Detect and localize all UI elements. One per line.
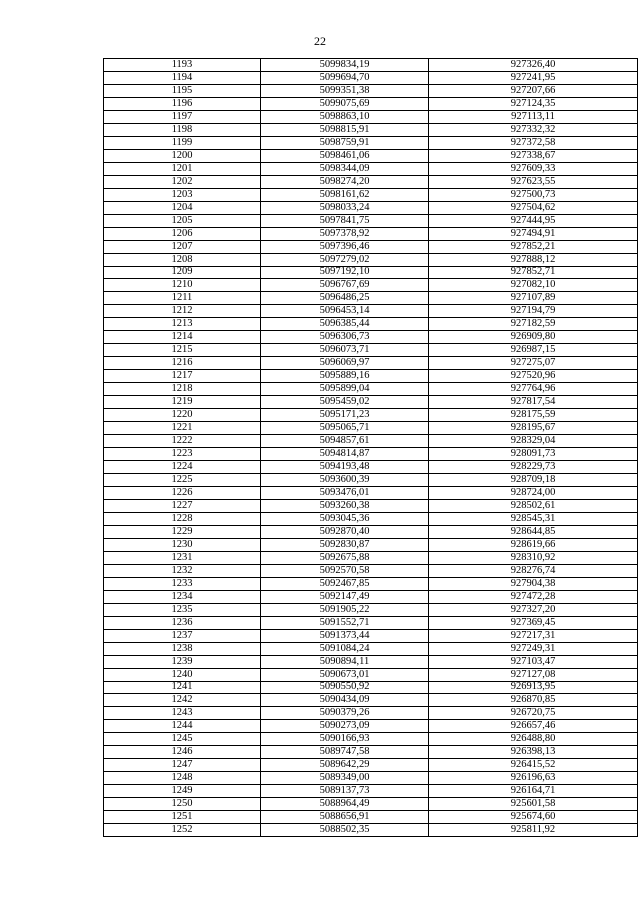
- table-row: [104, 149, 638, 162]
- y-coordinate-cell: 928195,67: [429, 422, 638, 435]
- x-coordinate-cell: 5093260,38: [261, 499, 429, 512]
- table-row: [104, 227, 638, 240]
- point-number-cell: 1247: [104, 759, 261, 772]
- x-coordinate-cell: 5096385,44: [261, 318, 429, 331]
- table-row: [104, 564, 638, 577]
- x-coordinate-cell: 5097378,92: [261, 227, 429, 240]
- table-row: [104, 590, 638, 603]
- y-coordinate-cell: 926398,13: [429, 746, 638, 759]
- point-number-cell: 1203: [104, 188, 261, 201]
- point-number-cell: 1231: [104, 551, 261, 564]
- x-coordinate-cell: 5092467,85: [261, 577, 429, 590]
- point-number-cell: 1224: [104, 461, 261, 474]
- x-coordinate-cell: 5098461,06: [261, 149, 429, 162]
- table-row: [104, 279, 638, 292]
- table-row: [104, 435, 638, 448]
- point-number-cell: 1196: [104, 97, 261, 110]
- point-number-cell: 1209: [104, 266, 261, 279]
- point-number-cell: 1207: [104, 240, 261, 253]
- x-coordinate-cell: 5091084,24: [261, 642, 429, 655]
- y-coordinate-cell: 927124,35: [429, 97, 638, 110]
- y-coordinate-cell: 927103,47: [429, 655, 638, 668]
- table-row: [104, 175, 638, 188]
- table-row: [104, 642, 638, 655]
- point-number-cell: 1232: [104, 564, 261, 577]
- y-coordinate-cell: 927623,55: [429, 175, 638, 188]
- x-coordinate-cell: 5088656,91: [261, 811, 429, 824]
- point-number-cell: 1245: [104, 733, 261, 746]
- y-coordinate-cell: 926870,85: [429, 694, 638, 707]
- y-coordinate-cell: 927275,07: [429, 357, 638, 370]
- table-row: [104, 383, 638, 396]
- table-row: [104, 318, 638, 331]
- y-coordinate-cell: 927338,67: [429, 149, 638, 162]
- x-coordinate-cell: 5098759,91: [261, 136, 429, 149]
- table-row: [104, 746, 638, 759]
- table-row: [104, 798, 638, 811]
- point-number-cell: 1205: [104, 214, 261, 227]
- y-coordinate-cell: 927082,10: [429, 279, 638, 292]
- y-coordinate-cell: 927494,91: [429, 227, 638, 240]
- y-coordinate-cell: 928709,18: [429, 474, 638, 487]
- x-coordinate-cell: 5099834,19: [261, 59, 429, 72]
- x-coordinate-cell: 5089349,00: [261, 772, 429, 785]
- table-body: [104, 59, 638, 837]
- point-number-cell: 1213: [104, 318, 261, 331]
- y-coordinate-cell: 927504,62: [429, 201, 638, 214]
- point-number-cell: 1202: [104, 175, 261, 188]
- x-coordinate-cell: 5089747,58: [261, 746, 429, 759]
- x-coordinate-cell: 5094857,61: [261, 435, 429, 448]
- point-number-cell: 1251: [104, 811, 261, 824]
- x-coordinate-cell: 5090379,26: [261, 707, 429, 720]
- y-coordinate-cell: 928175,59: [429, 409, 638, 422]
- table-row: [104, 123, 638, 136]
- table-row: [104, 733, 638, 746]
- table-row: [104, 214, 638, 227]
- table-row: [104, 499, 638, 512]
- table-row: [104, 136, 638, 149]
- point-number-cell: 1252: [104, 824, 261, 837]
- table-row: [104, 538, 638, 551]
- y-coordinate-cell: 927764,96: [429, 383, 638, 396]
- table-row: [104, 577, 638, 590]
- point-number-cell: 1243: [104, 707, 261, 720]
- point-number-cell: 1220: [104, 409, 261, 422]
- table-row: [104, 474, 638, 487]
- point-number-cell: 1212: [104, 305, 261, 318]
- point-number-cell: 1219: [104, 396, 261, 409]
- y-coordinate-cell: 926720,75: [429, 707, 638, 720]
- point-number-cell: 1223: [104, 448, 261, 461]
- x-coordinate-cell: 5091373,44: [261, 629, 429, 642]
- x-coordinate-cell: 5092570,58: [261, 564, 429, 577]
- y-coordinate-cell: 926196,63: [429, 772, 638, 785]
- table-row: [104, 344, 638, 357]
- x-coordinate-cell: 5099351,38: [261, 84, 429, 97]
- x-coordinate-cell: 5091905,22: [261, 603, 429, 616]
- y-coordinate-cell: 927888,12: [429, 253, 638, 266]
- point-number-cell: 1246: [104, 746, 261, 759]
- table-row: [104, 357, 638, 370]
- y-coordinate-cell: 927472,28: [429, 590, 638, 603]
- y-coordinate-cell: 926488,80: [429, 733, 638, 746]
- point-number-cell: 1217: [104, 370, 261, 383]
- point-number-cell: 1208: [104, 253, 261, 266]
- table-row: [104, 331, 638, 344]
- table-row: [104, 71, 638, 84]
- y-coordinate-cell: 927852,21: [429, 240, 638, 253]
- point-number-cell: 1210: [104, 279, 261, 292]
- point-number-cell: 1230: [104, 538, 261, 551]
- point-number-cell: 1197: [104, 110, 261, 123]
- x-coordinate-cell: 5098274,20: [261, 175, 429, 188]
- point-number-cell: 1215: [104, 344, 261, 357]
- x-coordinate-cell: 5092675,88: [261, 551, 429, 564]
- y-coordinate-cell: 927107,89: [429, 292, 638, 305]
- y-coordinate-cell: 927369,45: [429, 616, 638, 629]
- x-coordinate-cell: 5098033,24: [261, 201, 429, 214]
- point-number-cell: 1195: [104, 84, 261, 97]
- point-number-cell: 1211: [104, 292, 261, 305]
- table-row: [104, 551, 638, 564]
- y-coordinate-cell: 927217,31: [429, 629, 638, 642]
- y-coordinate-cell: 928545,31: [429, 512, 638, 525]
- point-number-cell: 1234: [104, 590, 261, 603]
- table-row: [104, 759, 638, 772]
- y-coordinate-cell: 927113,11: [429, 110, 638, 123]
- y-coordinate-cell: 927500,73: [429, 188, 638, 201]
- table-row: [104, 629, 638, 642]
- x-coordinate-cell: 5096306,73: [261, 331, 429, 344]
- table-row: [104, 668, 638, 681]
- point-number-cell: 1201: [104, 162, 261, 175]
- y-coordinate-cell: 927207,66: [429, 84, 638, 97]
- table-row: [104, 461, 638, 474]
- point-number-cell: 1198: [104, 123, 261, 136]
- point-number-cell: 1216: [104, 357, 261, 370]
- point-number-cell: 1241: [104, 681, 261, 694]
- x-coordinate-cell: 5097279,02: [261, 253, 429, 266]
- point-number-cell: 1237: [104, 629, 261, 642]
- x-coordinate-cell: 5093476,01: [261, 486, 429, 499]
- table-row: [104, 97, 638, 110]
- point-number-cell: 1214: [104, 331, 261, 344]
- y-coordinate-cell: 928310,92: [429, 551, 638, 564]
- x-coordinate-cell: 5099694,70: [261, 71, 429, 84]
- y-coordinate-cell: 927372,58: [429, 136, 638, 149]
- y-coordinate-cell: 926909,80: [429, 331, 638, 344]
- y-coordinate-cell: 927182,59: [429, 318, 638, 331]
- point-number-cell: 1233: [104, 577, 261, 590]
- table-row: [104, 84, 638, 97]
- x-coordinate-cell: 5090166,93: [261, 733, 429, 746]
- table-row: [104, 681, 638, 694]
- x-coordinate-cell: 5097396,46: [261, 240, 429, 253]
- point-number-cell: 1221: [104, 422, 261, 435]
- table-row: [104, 305, 638, 318]
- table-row: [104, 720, 638, 733]
- table-row: [104, 162, 638, 175]
- table-row: [104, 603, 638, 616]
- table-row: [104, 188, 638, 201]
- x-coordinate-cell: 5095899,04: [261, 383, 429, 396]
- y-coordinate-cell: 927194,79: [429, 305, 638, 318]
- x-coordinate-cell: 5098815,91: [261, 123, 429, 136]
- x-coordinate-cell: 5096073,71: [261, 344, 429, 357]
- y-coordinate-cell: 928724,00: [429, 486, 638, 499]
- x-coordinate-cell: 5096069,97: [261, 357, 429, 370]
- x-coordinate-cell: 5093045,36: [261, 512, 429, 525]
- point-number-cell: 1222: [104, 435, 261, 448]
- y-coordinate-cell: 928502,61: [429, 499, 638, 512]
- table-row: [104, 785, 638, 798]
- y-coordinate-cell: 927817,54: [429, 396, 638, 409]
- y-coordinate-cell: 925811,92: [429, 824, 638, 837]
- point-number-cell: 1225: [104, 474, 261, 487]
- table-row: [104, 396, 638, 409]
- y-coordinate-cell: 928619,66: [429, 538, 638, 551]
- y-coordinate-cell: 928329,04: [429, 435, 638, 448]
- point-number-cell: 1228: [104, 512, 261, 525]
- point-number-cell: 1240: [104, 668, 261, 681]
- x-coordinate-cell: 5093600,39: [261, 474, 429, 487]
- x-coordinate-cell: 5095065,71: [261, 422, 429, 435]
- x-coordinate-cell: 5092870,40: [261, 525, 429, 538]
- table-row: [104, 370, 638, 383]
- table-row: [104, 292, 638, 305]
- table-row: [104, 59, 638, 72]
- y-coordinate-cell: 928644,85: [429, 525, 638, 538]
- point-number-cell: 1242: [104, 694, 261, 707]
- y-coordinate-cell: 927904,38: [429, 577, 638, 590]
- y-coordinate-cell: 927326,40: [429, 59, 638, 72]
- table-row: [104, 616, 638, 629]
- x-coordinate-cell: 5089137,73: [261, 785, 429, 798]
- x-coordinate-cell: 5092830,87: [261, 538, 429, 551]
- x-coordinate-cell: 5090273,09: [261, 720, 429, 733]
- point-number-cell: 1206: [104, 227, 261, 240]
- point-number-cell: 1226: [104, 486, 261, 499]
- y-coordinate-cell: 926164,71: [429, 785, 638, 798]
- point-number-cell: 1235: [104, 603, 261, 616]
- point-number-cell: 1204: [104, 201, 261, 214]
- y-coordinate-cell: 927332,32: [429, 123, 638, 136]
- table-row: [104, 811, 638, 824]
- table-row: [104, 694, 638, 707]
- point-number-cell: 1238: [104, 642, 261, 655]
- x-coordinate-cell: 5095171,23: [261, 409, 429, 422]
- x-coordinate-cell: 5089642,29: [261, 759, 429, 772]
- y-coordinate-cell: 927127,08: [429, 668, 638, 681]
- y-coordinate-cell: 927609,33: [429, 162, 638, 175]
- x-coordinate-cell: 5096486,25: [261, 292, 429, 305]
- point-number-cell: 1239: [104, 655, 261, 668]
- point-number-cell: 1229: [104, 525, 261, 538]
- table-row: [104, 201, 638, 214]
- table-row: [104, 655, 638, 668]
- x-coordinate-cell: 5092147,49: [261, 590, 429, 603]
- point-number-cell: 1250: [104, 798, 261, 811]
- table-row: [104, 266, 638, 279]
- y-coordinate-cell: 927241,95: [429, 71, 638, 84]
- x-coordinate-cell: 5097841,75: [261, 214, 429, 227]
- x-coordinate-cell: 5094193,48: [261, 461, 429, 474]
- y-coordinate-cell: 926657,46: [429, 720, 638, 733]
- point-number-cell: 1227: [104, 499, 261, 512]
- x-coordinate-cell: 5097192,10: [261, 266, 429, 279]
- x-coordinate-cell: 5096767,69: [261, 279, 429, 292]
- y-coordinate-cell: 928276,74: [429, 564, 638, 577]
- coordinates-table: [103, 58, 638, 837]
- table-row: [104, 772, 638, 785]
- table-row: [104, 707, 638, 720]
- y-coordinate-cell: 927327,20: [429, 603, 638, 616]
- x-coordinate-cell: 5098161,62: [261, 188, 429, 201]
- point-number-cell: 1236: [104, 616, 261, 629]
- table-row: [104, 253, 638, 266]
- point-number-cell: 1218: [104, 383, 261, 396]
- table-row: [104, 240, 638, 253]
- table-row: [104, 448, 638, 461]
- x-coordinate-cell: 5088964,49: [261, 798, 429, 811]
- y-coordinate-cell: 928091,73: [429, 448, 638, 461]
- x-coordinate-cell: 5094814,87: [261, 448, 429, 461]
- x-coordinate-cell: 5090434,09: [261, 694, 429, 707]
- table-row: [104, 824, 638, 837]
- x-coordinate-cell: 5098863,10: [261, 110, 429, 123]
- y-coordinate-cell: 927852,71: [429, 266, 638, 279]
- y-coordinate-cell: 925601,58: [429, 798, 638, 811]
- point-number-cell: 1248: [104, 772, 261, 785]
- page-number: 22: [314, 34, 326, 48]
- x-coordinate-cell: 5095889,16: [261, 370, 429, 383]
- y-coordinate-cell: 928229,73: [429, 461, 638, 474]
- y-coordinate-cell: 927444,95: [429, 214, 638, 227]
- y-coordinate-cell: 927520,96: [429, 370, 638, 383]
- x-coordinate-cell: 5096453,14: [261, 305, 429, 318]
- point-number-cell: 1244: [104, 720, 261, 733]
- table-row: [104, 512, 638, 525]
- x-coordinate-cell: 5098344,09: [261, 162, 429, 175]
- x-coordinate-cell: 5090550,92: [261, 681, 429, 694]
- x-coordinate-cell: 5099075,69: [261, 97, 429, 110]
- table-row: [104, 422, 638, 435]
- x-coordinate-cell: 5090894,11: [261, 655, 429, 668]
- y-coordinate-cell: 927249,31: [429, 642, 638, 655]
- y-coordinate-cell: 926415,52: [429, 759, 638, 772]
- point-number-cell: 1194: [104, 71, 261, 84]
- y-coordinate-cell: 925674,60: [429, 811, 638, 824]
- point-number-cell: 1249: [104, 785, 261, 798]
- y-coordinate-cell: 926987,15: [429, 344, 638, 357]
- point-number-cell: 1199: [104, 136, 261, 149]
- x-coordinate-cell: 5088502,35: [261, 824, 429, 837]
- table-row: [104, 525, 638, 538]
- point-number-cell: 1193: [104, 59, 261, 72]
- table-row: [104, 110, 638, 123]
- point-number-cell: 1200: [104, 149, 261, 162]
- table-row: [104, 486, 638, 499]
- table-row: [104, 409, 638, 422]
- x-coordinate-cell: 5095459,02: [261, 396, 429, 409]
- y-coordinate-cell: 926913,95: [429, 681, 638, 694]
- x-coordinate-cell: 5091552,71: [261, 616, 429, 629]
- x-coordinate-cell: 5090673,01: [261, 668, 429, 681]
